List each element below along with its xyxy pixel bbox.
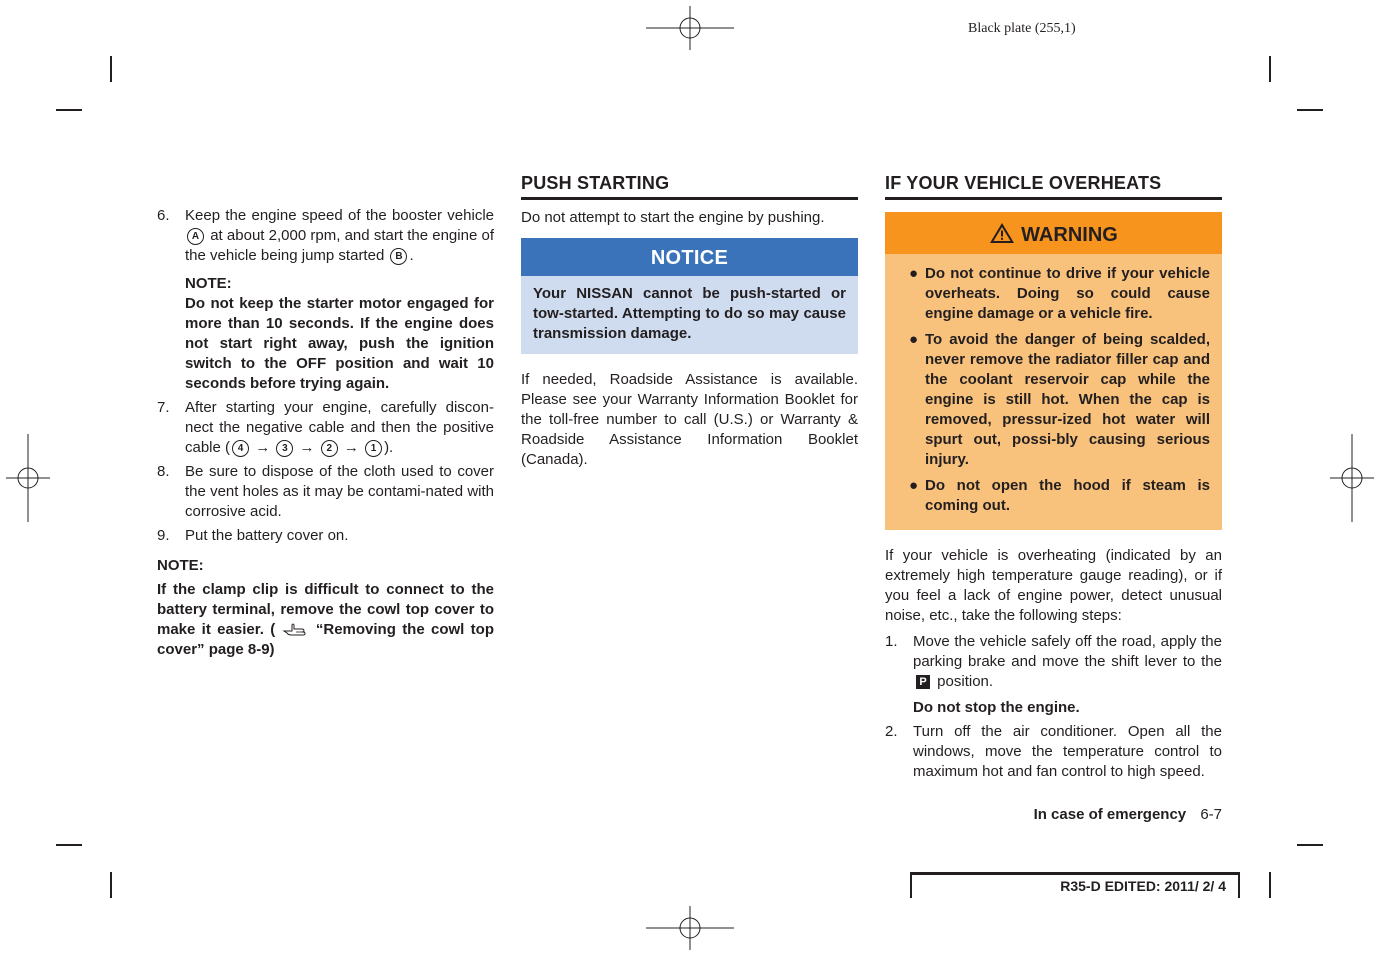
warning-list: [885, 254, 1222, 530]
list-item: [157, 206, 494, 266]
warning-item: [897, 330, 1210, 470]
circled-letter-b-icon: B: [390, 248, 407, 265]
item-text: Put the battery cover on.: [185, 527, 349, 544]
note-label: NOTE:: [185, 275, 232, 292]
item-text: Turn off the air conditioner. Open all the windows, move the temperature control to maximum hot and fan control to high speed.: [913, 723, 1222, 780]
note-text-part: “Removing the cowl top cover” page 8-9): [157, 621, 494, 658]
circled-letter-a-icon: A: [187, 228, 204, 245]
page-footer: [1034, 806, 1222, 823]
item-number: 9.: [157, 527, 170, 544]
intro-text: Do not attempt to start the engine by pushing.: [521, 209, 825, 226]
item-number: 7.: [157, 399, 170, 416]
notice-box: [521, 238, 858, 354]
crop-mark: [1269, 56, 1271, 82]
notice-text: Your NISSAN cannot be push-started or tow-started. Attempting to do so may cause transmission damage.: [533, 285, 846, 342]
section-name: In case of emergency: [1033, 806, 1187, 823]
registration-mark-icon: [646, 6, 734, 50]
registration-mark-icon: [646, 906, 734, 950]
item-text: Be sure to dispose of the cloth used to cover the vent holes as it may be contami-nated with corrosive acid.: [185, 463, 494, 520]
hand-pointer-reference-icon: [282, 621, 310, 637]
circled-number-3-icon: 3: [276, 440, 293, 457]
item-number: 6.: [157, 207, 170, 224]
crop-mark: [56, 109, 82, 111]
item-text: Keep the engine speed of the booster vehicle: [185, 207, 494, 224]
warning-text: Do not continue to drive if your vehicle overheats. Doing so could cause engine damage or a vehicle fire.: [925, 265, 1210, 322]
bullet-icon: ●: [909, 265, 919, 282]
item-text: After starting your engine, carefully discon-nect the negative cable and then the positive cable (: [185, 399, 494, 456]
note-text: Do not keep the starter motor engaged for more than 10 seconds. If the engine does not start right away, push the ignition switch to the OFF position and wait 10 seconds before trying again.: [185, 295, 494, 392]
warning-header: [885, 212, 1222, 254]
right-column: [885, 172, 1222, 786]
circled-number-4-icon: 4: [232, 440, 249, 457]
note-text: [157, 580, 494, 660]
paragraph: If your vehicle is overheating (indicated by an extremely high temperature gauge reading), or if you feel a lack of engine power, detect unusual noise, etc., take the following steps:: [885, 547, 1222, 624]
item-text: position.: [937, 673, 994, 690]
item-text: Move the vehicle safely off the road, apply the parking brake and move the shift lever to the: [913, 633, 1222, 670]
registration-mark-icon: [1330, 434, 1374, 522]
page-number: 6-7: [1200, 806, 1222, 823]
warning-box: [885, 212, 1222, 530]
item-number: 8.: [157, 463, 170, 480]
item-text: .: [409, 247, 414, 264]
plate-label: Black plate (255,1): [968, 21, 1076, 36]
arrow-icon: →: [343, 439, 359, 456]
arrow-icon: →: [299, 439, 315, 456]
bullet-icon: ●: [909, 477, 919, 494]
list-item: [157, 398, 494, 458]
warning-item: [897, 264, 1210, 324]
warning-triangle-icon: [989, 222, 1015, 244]
registration-mark-icon: [6, 434, 50, 522]
item-number: 1.: [885, 633, 898, 650]
section-heading: IF YOUR VEHICLE OVERHEATS: [885, 172, 1222, 200]
list-item: [157, 526, 494, 546]
notice-title: NOTICE: [521, 238, 858, 276]
warning-text: To avoid the danger of being scalded, never remove the radiator filler cap and the coolant reservoir cap while the engine is still hot. When the cap is removed, pressur-ized hot water will spurt out, possi-bly causing serious injury.: [925, 331, 1210, 468]
crop-mark: [1269, 872, 1271, 898]
crop-mark: [56, 844, 82, 846]
item-text: ).: [384, 439, 394, 456]
left-column: [157, 206, 494, 660]
crop-mark: [1297, 109, 1323, 111]
crop-mark: [110, 56, 112, 82]
note-block: [157, 274, 494, 394]
circled-number-1-icon: 1: [365, 440, 382, 457]
warning-item: [897, 476, 1210, 516]
paragraph: If needed, Roadside Assistance is available. Please see your Warranty Information Booklet for the toll-free number to call (U.S.) or Warranty & Roadside Assistance Information Booklet (Canada).: [521, 371, 858, 468]
middle-column: [521, 172, 858, 470]
list-item: [885, 632, 1222, 692]
note-text-part: If the clamp clip is difficult to connect to the battery terminal, remove the cowl top cover to make it easier. (: [157, 581, 494, 638]
item-text: at about 2,000 rpm, and start the engine of the vehicle being jump started: [185, 227, 494, 264]
list-item: [157, 462, 494, 522]
crop-mark: [110, 872, 112, 898]
list-item: [885, 722, 1222, 782]
step-note: Do not stop the engine.: [913, 699, 1080, 716]
arrow-icon: →: [255, 439, 271, 456]
park-position-icon: P: [916, 675, 930, 689]
warning-text: Do not open the hood if steam is coming out.: [925, 477, 1210, 514]
item-number: 2.: [885, 723, 898, 740]
note-label: NOTE:: [157, 557, 204, 574]
crop-mark: [1297, 844, 1323, 846]
circled-number-2-icon: 2: [321, 440, 338, 457]
section-heading: PUSH STARTING: [521, 172, 858, 200]
warning-title: WARNING: [1021, 224, 1118, 246]
bullet-icon: ●: [909, 331, 919, 348]
edited-stamp: R35-D EDITED: 2011/ 2/ 4: [910, 872, 1240, 898]
